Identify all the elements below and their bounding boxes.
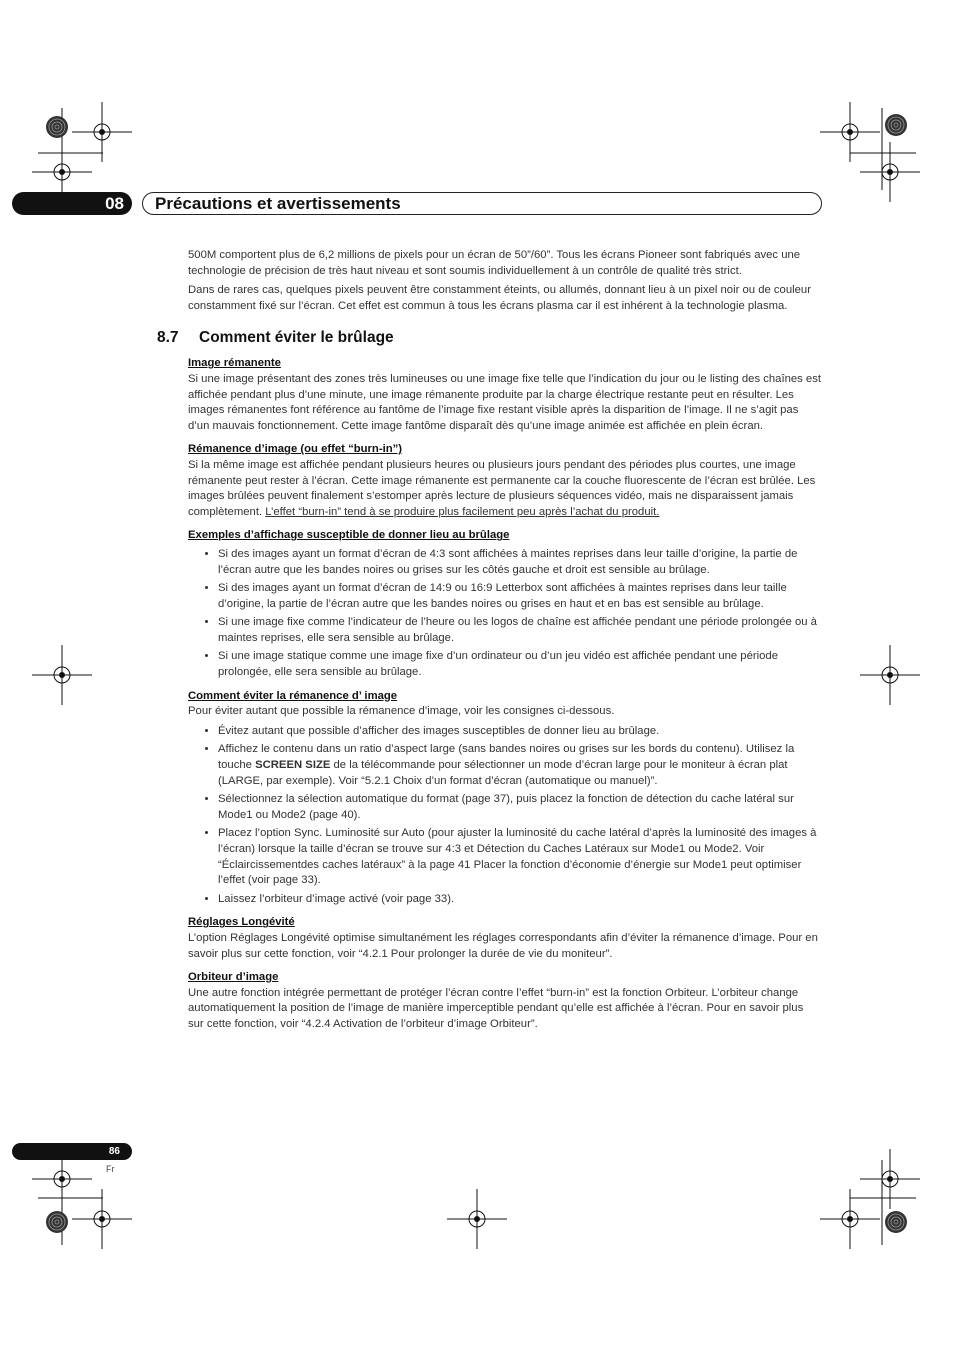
subheading-exemples: Exemples d’affichage susceptible de donner lieu au brûlage: [188, 529, 510, 542]
section-number: 8.7: [157, 329, 179, 347]
eviter-intro: Pour éviter autant que possible la rémanence d’image, voir les consignes ci-dessous.: [188, 705, 615, 718]
subheading-longevite: Réglages Longévité: [188, 916, 295, 929]
image-remanente-text: Si une image présentant des zones très lumineuses ou une image fixe telle que l’indication du jour ou le listing des chaînes est affichée pendant plus d’une minute, une image rémanente produite par la charge électrique restante peut en résulter. Les images rémanentes font référence au fantôme de l’image fixe restant visible après la disparition de l’image. Il ne s’agit pas d’un mauvais fonctionnement. Cette image fantôme disparaît dès qu’une image animée est affichée en plein écran.: [188, 372, 822, 432]
chapter-title: Précautions et avertissements: [155, 194, 401, 213]
list-item: • Sélectionnez la sélection automatique du format (page 37), puis placez la fonction de détection du cache latéral sur Mode1 ou Mode2 (page 40).: [218, 792, 822, 823]
list-item: • Placez l’option Sync. Luminosité sur Auto (pour ajuster la luminosité du cache latéral d’après la luminosité des images à l’écran) lorsque la taille d’écran se trouve sur 4:3 et Détection du Caches Latéraux sur Mode1 ou Mode2. Voir “Éclaircissementdes caches latéraux” à la page 41 Placer la fonction d’économie d’énergie sur Mode1 peut optimiser l’effet (voir page 33).: [218, 826, 822, 888]
page-number: 86: [108, 1146, 120, 1157]
chapter-tab: [12, 192, 132, 215]
eviter-list: [188, 724, 822, 908]
list-item: • Évitez autant que possible d’afficher des images susceptibles de donner lieu au brûlage.: [218, 724, 822, 740]
subheading-burn-in: Rémanence d’image (ou effet “burn-in”): [188, 443, 403, 456]
item-text-after: de la télécommande pour sélectionner un mode d’écran large pour le moniteur à écran plat (LARGE, par exemple). Voir “5.2.1 Choix d’un format d’écran (automatique ou manuel)”.: [218, 759, 788, 787]
longevite-text: L’option Réglages Longévité optimise simultanément les réglages correspondants afin d’éviter la rémanence d’image. Pour en savoir plus sur cette fonction, voir “4.2.1 Pour prolonger la durée de vie du moniteur”.: [188, 931, 818, 960]
chapter-number: 08: [105, 194, 124, 213]
burn-in-underlined-note: L’effet “burn-in” tend à se produire plus facilement peu après l’achat du produit.: [265, 505, 660, 518]
intro-paragraph-1: 500M comportent plus de 6,2 millions de pixels pour un écran de 50”/60”. Tous les écrans Pioneer sont fabriqués avec une technologie de précision de très haut niveau et sont soumis individuellement à un contrôle de qualité très strict.: [188, 249, 801, 277]
list-item: • Si des images ayant un format d’écran de 4:3 sont affichées à maintes reprises dans leur taille d’origine, la partie de l’écran autre que les bandes noires ou grises sur les côtés gauche et droit est sensible au brûlage.: [218, 547, 822, 578]
orbiteur-text: Une autre fonction intégrée permettant de protéger l’écran contre l’effet “burn-in” est la fonction Orbiteur. L’orbiteur change automatiquement la position de l’image de manière imperceptible pendant qu’elle est affichée à l’écran. Pour en savoir plus sur cette fonction, voir “4.2.4 Activation de l’orbiteur d’image Orbiteur”.: [188, 986, 804, 1030]
list-item: • Laissez l’orbiteur d’image activé (voir page 33).: [218, 892, 822, 908]
burn-in-text: [188, 458, 822, 520]
exemples-list: [188, 547, 822, 681]
section-title: Comment éviter le brûlage: [199, 329, 394, 347]
list-item: • Si une image fixe comme l’indicateur de l’heure ou les logos de chaîne est affichée pendant une période prolongée ou à maintes reprises, elle sera sensible au brûlage.: [218, 615, 822, 646]
language-code: Fr: [106, 1164, 115, 1174]
list-item: • Si des images ayant un format d’écran de 14:9 ou 16:9 Letterbox sont affichées à maintes reprises dans leur taille d’origine, la partie de l’écran autre que les bandes noires ou grises en haut et en bas est sensible au brûlage.: [218, 581, 822, 612]
burn-in-text-main: Si la même image est affichée pendant plusieurs heures ou plusieurs jours pendant des périodes plus courtes, une image rémanente peut rester à l’écran. Cette image rémanente est permanente car la couche fluorescente de l’écran est brûlée. Les images brûlées peuvent finalement s’estomper après lecture de plusieurs séquences vidéo, mais ne disparaissent jamais complètement.: [188, 458, 816, 518]
section-heading: [157, 328, 822, 348]
item-text-before: Affichez le contenu dans un ratio d’aspect large (sans bandes noires ou grises sur les bords du contenu). Utilisez la touche: [218, 743, 795, 772]
list-item: • Si une image statique comme une image fixe d’un ordinateur ou d’un jeu vidéo est affichée pendant une période prolongée, elle sera sensible au brûlage.: [218, 649, 822, 680]
page-number-tab: [12, 1143, 132, 1160]
subheading-image-remanente: Image rémanente: [188, 357, 281, 370]
chapter-title-bar: [142, 192, 822, 215]
intro-paragraph-2: Dans de rares cas, quelques pixels peuvent être constamment éteints, ou allumés, donnant lieu à un pixel noir ou de couleur constamment fixé sur l’écran. Cet effet est commun à tous les écrans plasma car il est inhérent à la technologie plasma.: [188, 284, 811, 312]
subheading-orbiteur: Orbiteur d’image: [188, 971, 279, 984]
list-item: [218, 742, 822, 789]
screen-size-key: SCREEN SIZE: [255, 759, 331, 772]
page-content: [157, 248, 822, 1037]
subheading-eviter: Comment éviter la rémanence d’ image: [188, 689, 398, 702]
